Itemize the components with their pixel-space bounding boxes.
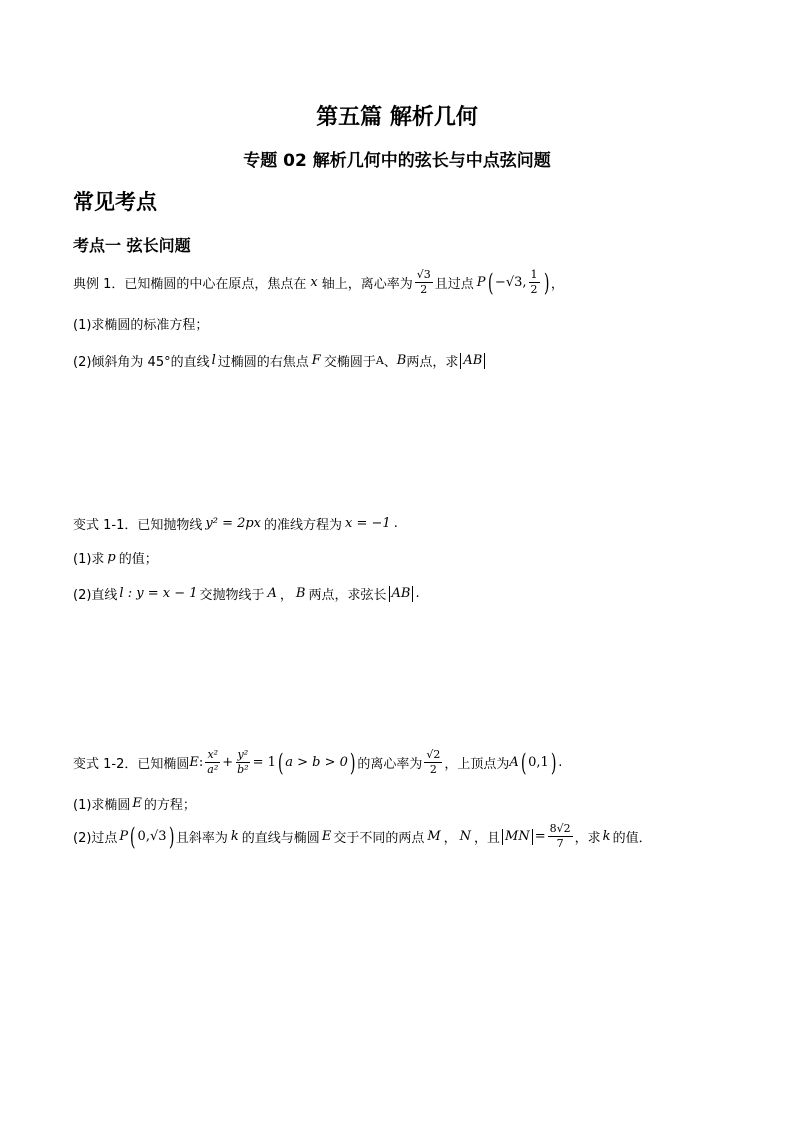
variant12-q2-k: k	[230, 829, 239, 844]
example1-intro: 典例 1．已知椭圆的中心在原点，焦点在	[73, 277, 307, 292]
example1-mid2: 且过点	[434, 277, 474, 292]
variant12-vertex: A	[509, 755, 519, 770]
variant12-q2-M: M	[427, 829, 441, 844]
variant11-q2-AB: AB	[389, 586, 414, 602]
variant12-q2-d: 交于不同的两点	[333, 831, 425, 846]
variant11-q1-a: (1)求	[73, 552, 105, 567]
subsection-heading: 考点一 弦长问题	[73, 236, 191, 255]
variant12-x-frac	[205, 748, 220, 777]
section-heading: 常见考点	[73, 190, 157, 214]
variant12-intro: 变式 1-2．已知椭圆	[73, 757, 190, 772]
variant11-q2-B: B	[295, 586, 306, 601]
variant11-equation: y² = 2px	[205, 516, 262, 531]
variant12-q2: (2)过点 P ( 0,√3 ) 且斜率为 k 的直线与椭圆 E 交于不同的两点 M ， N ，且 MN = $\frac{8√2}{7}$ ，求 k 的值．	[73, 822, 652, 851]
variant11-q1-b: 的值；	[118, 552, 158, 567]
example1-coord-b	[529, 268, 540, 297]
variant11-statement	[73, 514, 398, 533]
example1-coord-a: −√3	[494, 275, 523, 290]
variant12-eq-rhs: = 1	[252, 755, 276, 770]
example1-eccentricity	[415, 268, 433, 297]
variant12-mid: 的离心率为	[357, 757, 423, 772]
variant12-q2-N: N	[459, 829, 472, 844]
variant12-q2-eq: =	[534, 829, 546, 844]
variant12-q1-b: 的方程；	[143, 798, 196, 813]
variant12-mid2: ，上顶点为	[444, 757, 510, 772]
variant11-end: .	[393, 516, 398, 531]
variant12-x2: x²	[207, 748, 219, 761]
variant12-q2-b: 且斜率为	[175, 831, 228, 846]
document-subtitle: 专题 02 解析几何中的弦长与中点弦问题	[243, 151, 551, 171]
example1-q2-c: 交椭圆于	[323, 355, 376, 370]
variant12-q2-Pcoord: 0,√3	[137, 829, 167, 844]
variant12-q2-h: 的值．	[612, 831, 652, 846]
variant12-cond: a > b > 0	[285, 755, 348, 770]
example1-q2-e: 两点，求	[406, 355, 459, 370]
example1-q2	[73, 351, 487, 370]
variant12-q2-e: ，	[443, 831, 457, 846]
variant11-q1	[73, 548, 158, 567]
variant12-q2-f: ，且	[474, 831, 501, 846]
variant11-q2-e: .	[415, 586, 420, 601]
variant12-eccentricity	[424, 748, 442, 777]
example1-point: P	[476, 275, 486, 290]
variant12-q2-frac	[548, 822, 573, 851]
variant12-a2: a²	[207, 763, 219, 776]
variant11-q2-a: (2)直线	[73, 588, 118, 603]
variant12-end: .	[558, 755, 563, 770]
variant12-q2-c: 的直线与椭圆	[241, 831, 320, 846]
variant12-ecc-num: √2	[426, 748, 441, 761]
example1-q1: (1)求椭圆的标准方程；	[73, 318, 209, 333]
variant12-plus: +	[222, 755, 234, 770]
example1-coord-sep: ,	[522, 275, 527, 290]
variant11-q1-p: p	[107, 550, 116, 565]
variant12-colon: :	[198, 755, 204, 770]
example1-ecc-den: 2	[420, 283, 428, 296]
variant12-q2-k2: k	[602, 829, 611, 844]
variant12-q2-E: E	[321, 829, 332, 844]
variant12-y-frac	[235, 748, 250, 777]
document-title: 第五篇 解析几何	[316, 105, 478, 130]
example1-end: ，	[550, 277, 564, 292]
example1-mid1: 轴上，离心率为	[321, 277, 413, 292]
variant12-q1-a: (1)求椭圆	[73, 798, 131, 813]
example1-q2-AB: AB	[460, 353, 485, 369]
example1-axis: x	[310, 275, 318, 290]
variant12-E: E	[189, 755, 199, 770]
variant11-q2	[73, 584, 420, 603]
variant12-ecc-den: 2	[429, 763, 437, 776]
example1-q2-A: A	[375, 354, 384, 367]
example1-coord-b-num: 1	[530, 268, 538, 281]
example1-statement: 典例 1．已知椭圆的中心在原点，焦点在 x 轴上，离心率为 $\frac{√3}{2}$ 且过点 P ( −√3 , $\frac{1}{2}$ ) ，	[73, 268, 564, 297]
example1-q2-B: B	[396, 353, 407, 368]
variant12-q2-P: P	[119, 829, 129, 844]
variant11-q2-line: l : y = x − 1	[119, 586, 198, 601]
variant11-q2-d: 两点，求弦长	[308, 588, 387, 603]
variant11-intro: 变式 1-1．已知抛物线	[73, 518, 203, 533]
example1-ecc-num: √3	[416, 268, 431, 281]
example1-q2-d: 、	[383, 355, 397, 370]
variant12-b2: b²	[237, 763, 249, 776]
variant12-q2-a: (2)过点	[73, 831, 118, 846]
variant12-vertex-coord: 0,1	[528, 755, 549, 770]
variant11-mid: 的准线方程为	[264, 518, 343, 533]
variant11-directrix: x = −1	[345, 516, 391, 531]
variant12-y2: y²	[237, 748, 249, 761]
example1-q2-F: F	[311, 353, 321, 368]
variant12-q1	[73, 794, 196, 813]
variant12-q2-num: 8√2	[549, 822, 571, 835]
variant12-q2-g: ，求	[574, 831, 601, 846]
variant11-q2-b: 交抛物线于	[199, 588, 265, 603]
variant11-q2-c: ，	[279, 588, 293, 603]
variant12-q1-E: E	[132, 796, 142, 811]
variant12-q2-den: 7	[556, 837, 564, 850]
variant12-q2-MN: MN	[502, 829, 533, 845]
variant11-q2-A: A	[267, 586, 277, 601]
variant12-statement: 变式 1-2．已知椭圆 E : $\frac{\text{x²}}{\text{a²}}$ + $\frac{\text{y²}}{\text{b²}}$ = 1 ( a > b > 0 ) 的离心率为 $\frac{√2}{2}$ ，上顶点为 A ( 0,1 ) .	[73, 748, 563, 777]
example1-q2-l: l	[211, 353, 216, 368]
example1-q2-b: 过椭圆的右焦点	[217, 355, 309, 370]
example1-q2-a: (2)倾斜角为 45°的直线	[73, 355, 210, 370]
example1-coord-b-den: 2	[530, 283, 538, 296]
